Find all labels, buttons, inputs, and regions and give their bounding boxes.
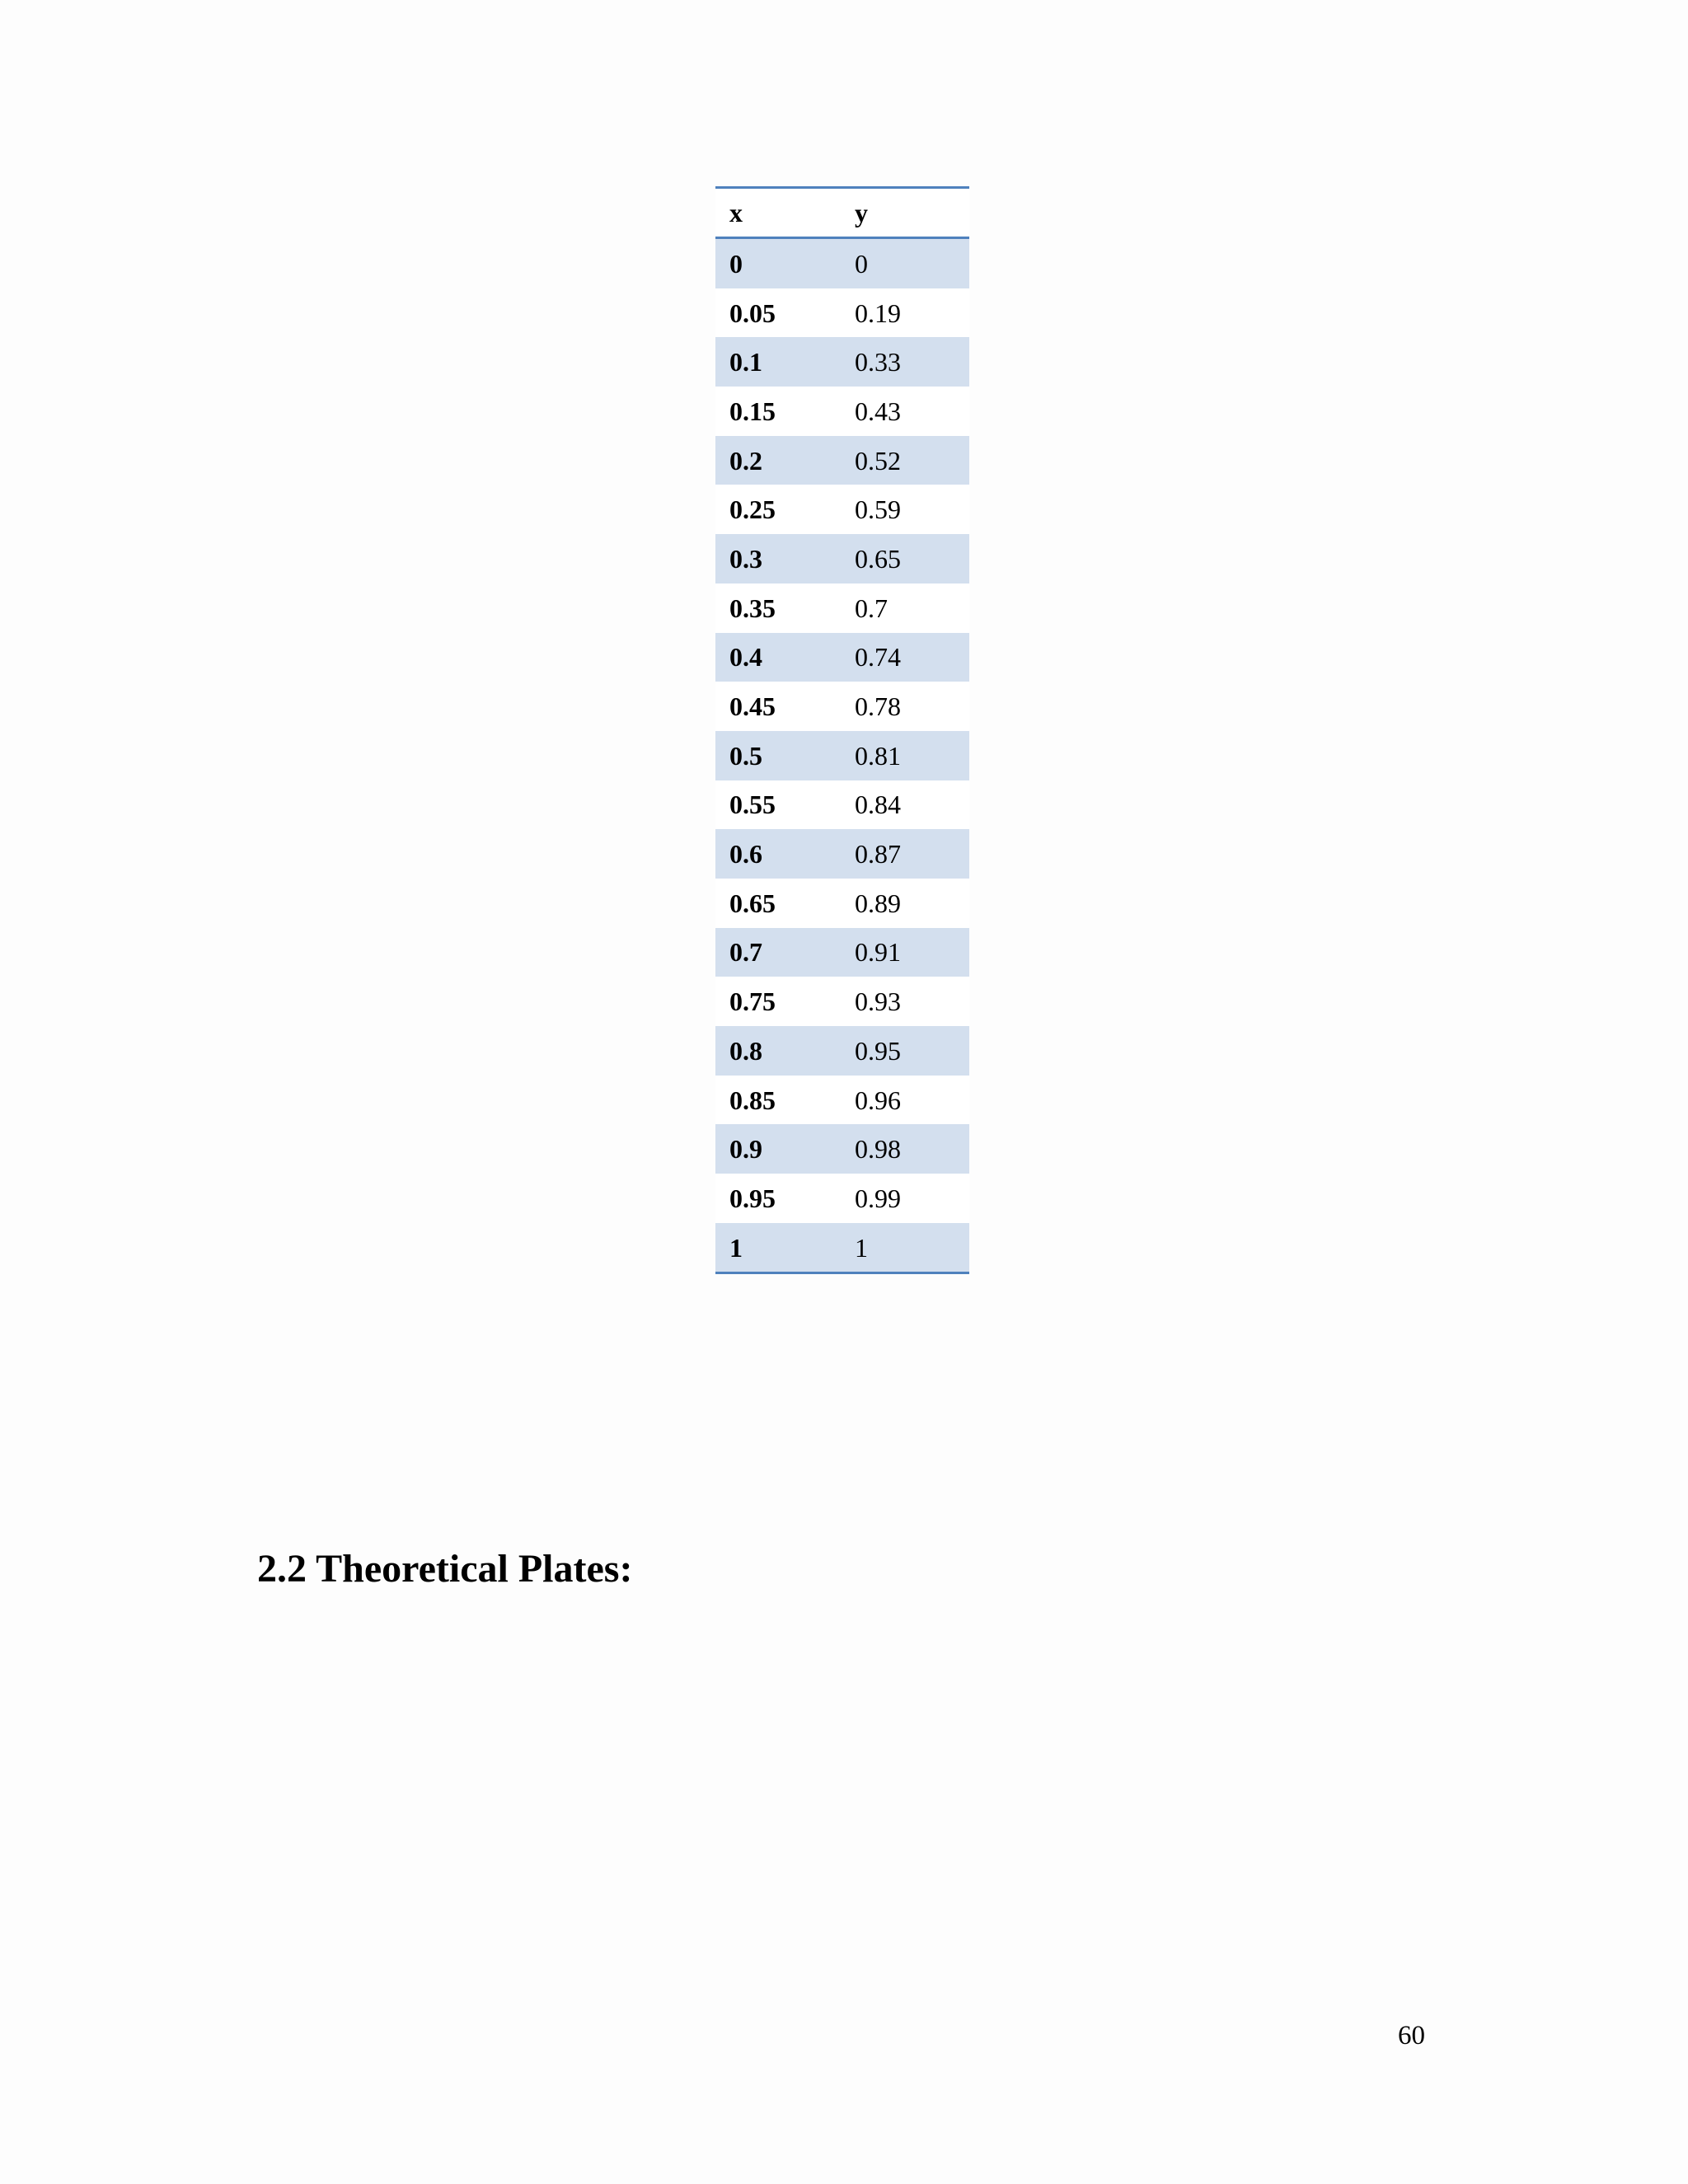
y-value-cell: 0.65 — [841, 534, 969, 583]
table-row — [715, 977, 969, 1026]
page-number: 60 — [1398, 2021, 1425, 2050]
table-header — [715, 188, 969, 238]
y-value-cell: 0.74 — [841, 633, 969, 682]
y-value-cell: 0.59 — [841, 485, 969, 534]
x-value-cell: 0.4 — [715, 633, 841, 682]
x-value-cell: 0.8 — [715, 1026, 841, 1076]
y-value-cell: 0.7 — [841, 583, 969, 633]
x-value-cell: 0 — [715, 238, 841, 288]
x-value-cell: 1 — [715, 1223, 841, 1273]
x-value-cell: 0.2 — [715, 436, 841, 485]
xy-table-container — [715, 186, 969, 1274]
y-value-cell: 0.99 — [841, 1174, 969, 1223]
x-value-cell: 0.6 — [715, 829, 841, 879]
y-value-cell: 0.98 — [841, 1124, 969, 1174]
table-row — [715, 583, 969, 633]
header-row — [715, 188, 969, 238]
x-value-cell: 0.9 — [715, 1124, 841, 1174]
x-value-cell: 0.55 — [715, 780, 841, 830]
y-value-cell: 0.33 — [841, 337, 969, 387]
x-value-cell: 0.7 — [715, 928, 841, 977]
table-row — [715, 879, 969, 928]
table-body — [715, 238, 969, 1273]
y-value-cell: 0 — [841, 238, 969, 288]
x-value-cell: 0.05 — [715, 288, 841, 338]
y-value-cell: 0.91 — [841, 928, 969, 977]
table-row — [715, 1223, 969, 1273]
table-row — [715, 682, 969, 731]
x-value-cell: 0.5 — [715, 731, 841, 780]
y-value-cell: 0.95 — [841, 1026, 969, 1076]
table-row — [715, 387, 969, 436]
x-value-cell: 0.25 — [715, 485, 841, 534]
table-row — [715, 238, 969, 288]
y-value-cell: 1 — [841, 1223, 969, 1273]
xy-data-table — [715, 186, 969, 1274]
section-heading: 2.2 Theoretical Plates: — [257, 1547, 633, 1591]
table-row — [715, 1124, 969, 1174]
y-value-cell: 0.43 — [841, 387, 969, 436]
table-row — [715, 731, 969, 780]
y-value-cell: 0.87 — [841, 829, 969, 879]
table-row — [715, 1076, 969, 1125]
table-row — [715, 534, 969, 583]
x-value-cell: 0.95 — [715, 1174, 841, 1223]
table-row — [715, 829, 969, 879]
y-value-cell: 0.78 — [841, 682, 969, 731]
table-row — [715, 1026, 969, 1076]
x-value-cell: 0.65 — [715, 879, 841, 928]
y-value-cell: 0.84 — [841, 780, 969, 830]
y-value-cell: 0.19 — [841, 288, 969, 338]
column-header-x: x — [715, 188, 841, 238]
x-value-cell: 0.15 — [715, 387, 841, 436]
x-value-cell: 0.45 — [715, 682, 841, 731]
y-value-cell: 0.81 — [841, 731, 969, 780]
table-row — [715, 928, 969, 977]
table-row — [715, 337, 969, 387]
x-value-cell: 0.35 — [715, 583, 841, 633]
table-row — [715, 436, 969, 485]
y-value-cell: 0.89 — [841, 879, 969, 928]
x-value-cell: 0.75 — [715, 977, 841, 1026]
x-value-cell: 0.1 — [715, 337, 841, 387]
column-header-y: y — [841, 188, 969, 238]
table-row — [715, 780, 969, 830]
y-value-cell: 0.52 — [841, 436, 969, 485]
table-row — [715, 633, 969, 682]
x-value-cell: 0.3 — [715, 534, 841, 583]
y-value-cell: 0.96 — [841, 1076, 969, 1125]
table-row — [715, 1174, 969, 1223]
table-row — [715, 485, 969, 534]
table-row — [715, 288, 969, 338]
x-value-cell: 0.85 — [715, 1076, 841, 1125]
y-value-cell: 0.93 — [841, 977, 969, 1026]
